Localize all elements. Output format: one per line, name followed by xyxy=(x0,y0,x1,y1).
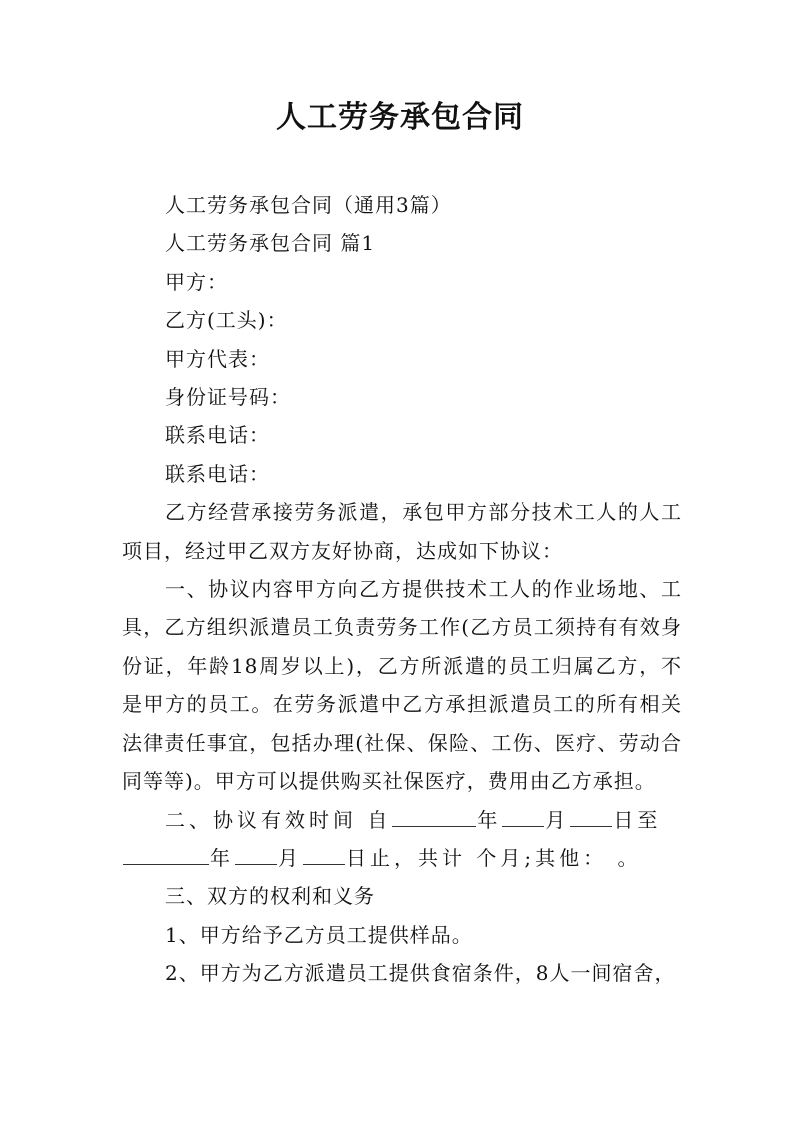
field-party-b: 乙方(工头)： xyxy=(165,308,288,333)
clause-2-prefix: 二、协议有效时间 自 xyxy=(165,807,392,832)
field-party-a-representative: 甲方代表： xyxy=(165,346,270,371)
end-month-blank xyxy=(235,840,277,865)
clause-2-paragraph xyxy=(122,801,682,878)
intro-paragraph: 乙方经营承接劳务派遣，承包甲方部分技术工人的人工项目，经过甲乙双方友好协商，达成如下协议： xyxy=(122,500,682,563)
field-party-a: 甲方： xyxy=(165,269,228,294)
clause-3-item-2: 2、甲方为乙方派遣员工提供食宿条件，8人一间宿舍， xyxy=(165,961,676,986)
document-subtitle: 人工劳务承包合同（通用3篇） xyxy=(165,193,452,217)
start-month-blank xyxy=(502,802,544,827)
document-title: 人工劳务承包合同 xyxy=(276,100,524,135)
end-month-label: 月 xyxy=(278,845,302,870)
field-phone-2: 联系电话： xyxy=(165,461,270,486)
clause-3-heading: 三、双方的权利和义务 xyxy=(165,884,375,909)
end-year-label: 年 xyxy=(210,845,234,870)
start-year-blank xyxy=(392,802,476,827)
end-day-blank xyxy=(303,840,345,865)
end-day-label: 日止，共计 个月;其他： 。 xyxy=(346,845,642,870)
start-day-blank xyxy=(570,802,612,827)
section-heading: 人工劳务承包合同 篇1 xyxy=(165,231,376,256)
document-body xyxy=(122,186,682,993)
start-day-label: 日至 xyxy=(613,807,662,832)
start-month-label: 月 xyxy=(545,807,570,832)
field-id-number: 身份证号码： xyxy=(165,385,291,410)
clause-1-paragraph: 一、协议内容甲方向乙方提供技术工人的作业场地、工具，乙方组织派遣员工负责劳务工作(乙方员工须持有有效身份证，年龄18周岁以上)，乙方所派遣的员工归属乙方，不是甲方的员工。在劳务派遣中乙方承担派遣员工的所有相关法律责任事宜，包括办理(社保、保险、工伤、医疗、劳动合同等等)。甲方可以提供购买社保医疗，费用由乙方承担。 xyxy=(122,577,682,794)
clause-3-item-1: 1、甲方给予乙方员工提供样品。 xyxy=(165,922,473,947)
field-phone-1: 联系电话： xyxy=(165,423,270,448)
end-year-blank xyxy=(123,840,209,865)
start-year-label: 年 xyxy=(477,807,502,832)
